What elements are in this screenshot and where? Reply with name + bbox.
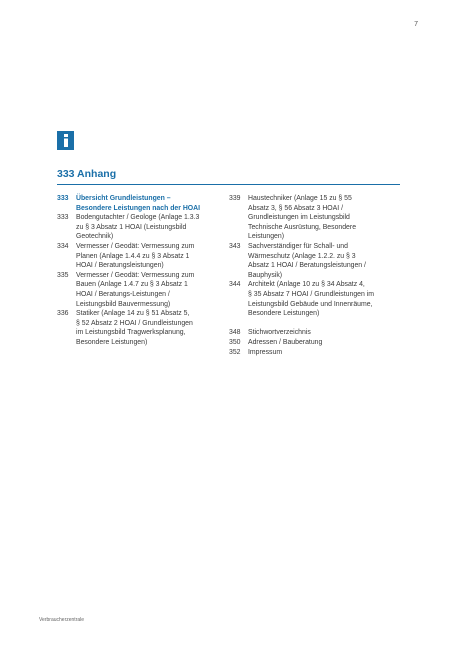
toc-entry-line: Besondere Leistungen) <box>248 310 320 318</box>
toc-entry-title <box>248 280 401 318</box>
toc-page-number: 336 <box>57 310 69 318</box>
toc-entry-line: Architekt (Anlage 10 zu § 34 Absatz 4, <box>248 281 365 289</box>
toc-entry[interactable] <box>57 242 225 271</box>
toc-entry-line: HOAI / Beratungsleistungen) <box>76 262 164 270</box>
toc-entry-line: Bodengutachter / Geologe (Anlage 1.3.3 <box>76 214 200 222</box>
toc-entry-title <box>248 194 401 242</box>
toc-entry-line: HOAI / Beratungs-Leistungen / <box>76 290 170 298</box>
toc-entry[interactable] <box>57 213 225 242</box>
toc-entry-line: Grundleistungen im Leistungsbild <box>248 214 350 222</box>
toc-entry-line: Besondere Leistungen nach der HOAI <box>76 204 201 212</box>
toc-page-number: 350 <box>229 338 241 346</box>
toc-entry-line: Besondere Leistungen) <box>76 338 148 346</box>
toc-column-left <box>57 194 225 348</box>
toc-page-number: 348 <box>229 329 241 337</box>
toc-entry[interactable] <box>57 309 225 347</box>
toc-page-number: 352 <box>229 348 241 356</box>
footer-publisher: Verbraucherzentrale <box>39 617 85 623</box>
toc-entry-line: Bauphysik) <box>248 271 283 279</box>
toc-entry-title <box>76 309 225 347</box>
toc-entry[interactable] <box>229 280 401 318</box>
toc-column-right <box>229 194 401 357</box>
toc-entry-line: Absatz 3, § 56 Absatz 3 HOAI / <box>248 204 343 212</box>
toc-page-number: 333 <box>57 214 69 222</box>
toc-entry[interactable] <box>229 194 401 242</box>
toc-entry-line: § 52 Absatz 2 HOAI / Grundleistungen <box>76 319 193 327</box>
toc-spacer <box>229 319 401 329</box>
toc-entry-title <box>248 242 401 280</box>
title-divider <box>57 184 400 185</box>
toc-entry-line: Bauen (Anlage 1.4.7 zu § 3 Absatz 1 <box>76 281 188 289</box>
toc-page-number: 333 <box>57 195 69 202</box>
toc-entry-line: Absatz 1 HOAI / Beratungsleistungen / <box>248 262 366 270</box>
toc-entry-line: Stichwortverzeichnis <box>248 329 311 337</box>
toc-entry-line: Technische Ausrüstung, Besondere <box>248 223 357 231</box>
toc-entry-line: Leistungen) <box>248 233 285 241</box>
toc-entry-line: Leistungsbild Bauvermessung) <box>76 300 171 308</box>
toc-entry-title <box>76 271 225 309</box>
section-title: 333 Anhang <box>57 168 117 180</box>
info-icon <box>57 131 74 150</box>
toc-entry-line: Vermesser / Geodät: Vermessung zum <box>76 271 195 279</box>
toc-entry-title <box>248 338 401 348</box>
toc-page-number: 339 <box>229 195 241 202</box>
toc-page-number: 344 <box>229 281 241 289</box>
toc-entry-line: Wärmeschutz (Anlage 1.2.2. zu § 3 <box>248 252 356 260</box>
toc-entry-line: Adressen / Bauberatung <box>248 338 323 346</box>
toc-entry-line: zu § 3 Absatz 1 HOAI (Leistungsbild <box>76 223 187 231</box>
toc-page-number: 335 <box>57 271 69 279</box>
toc-entry-line: Geotechnik) <box>76 233 114 241</box>
toc-entry[interactable] <box>229 348 401 358</box>
toc-entry-line: Leistungsbild Gebäude und Innenräume, <box>248 300 373 308</box>
toc-entry[interactable] <box>57 271 225 309</box>
toc-entry[interactable] <box>229 328 401 338</box>
toc-entry-line: Vermesser / Geodät: Vermessung zum <box>76 242 195 250</box>
toc-entry-line: im Leistungsbild Tragwerksplanung, <box>76 329 186 337</box>
toc-entry-title <box>76 242 225 271</box>
toc-entry-line: Statiker (Anlage 14 zu § 51 Absatz 5, <box>76 310 190 318</box>
toc-entry-line: Impressum <box>248 348 283 356</box>
toc-entry[interactable] <box>229 338 401 348</box>
toc-page-number: 334 <box>57 242 69 250</box>
toc-entry-line: § 35 Absatz 7 HOAI / Grundleistungen im <box>248 290 375 298</box>
page-number: 7 <box>414 21 418 28</box>
toc-entry-line: Haustechniker (Anlage 15 zu § 55 <box>248 195 352 202</box>
toc-page-number: 343 <box>229 242 241 250</box>
toc-entry-title <box>248 328 401 338</box>
toc-entry[interactable] <box>57 194 225 213</box>
toc-entry-line: Sachverständiger für Schall- und <box>248 242 348 250</box>
toc-entry[interactable] <box>229 242 401 280</box>
toc-entry-title <box>76 213 225 242</box>
toc-entry-title <box>248 348 401 358</box>
toc-entry-line: Übersicht Grundleistungen – <box>76 195 171 202</box>
toc-entry-title <box>76 194 225 213</box>
toc-entry-line: Planen (Anlage 1.4.4 zu § 3 Absatz 1 <box>76 252 190 260</box>
